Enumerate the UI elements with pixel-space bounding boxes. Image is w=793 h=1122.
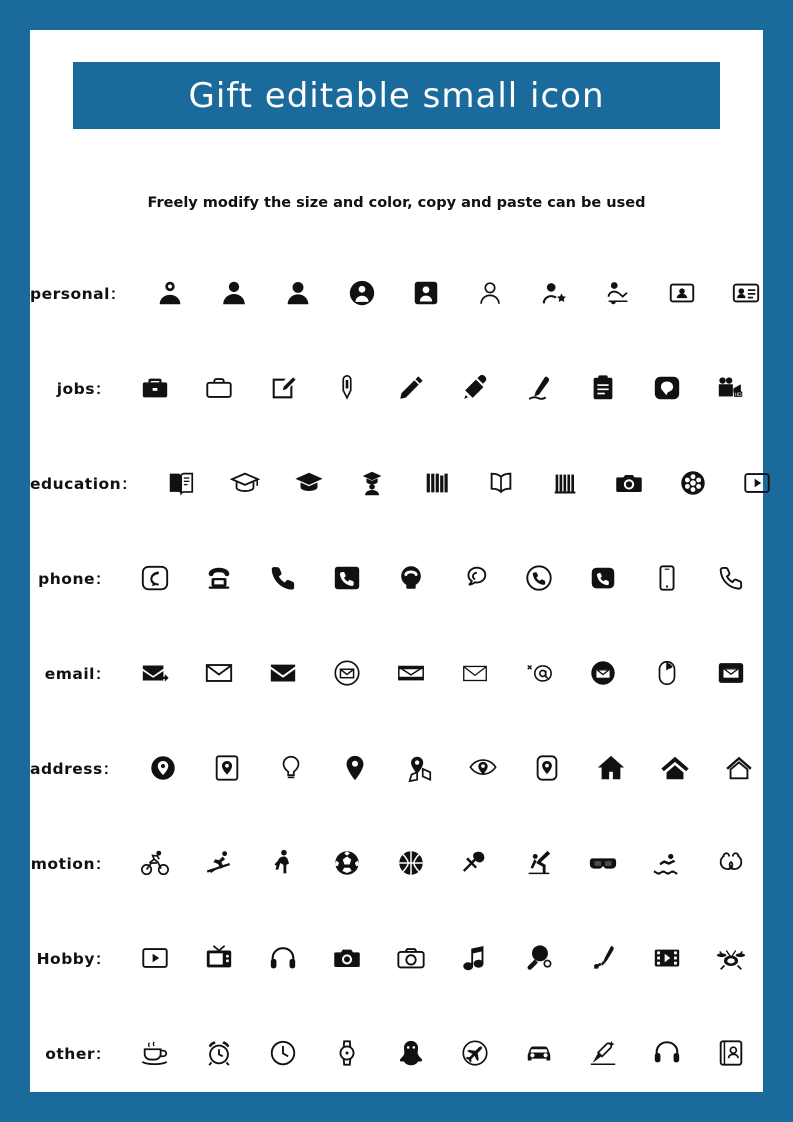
document-page xyxy=(30,30,763,1092)
envelope-outline-icon[interactable] xyxy=(187,645,251,701)
icon-group xyxy=(138,265,778,321)
subtitle-text: Freely modify the size and color, copy and paste can be used xyxy=(147,195,646,211)
user-star-icon[interactable] xyxy=(522,265,586,321)
mobile-phone-icon[interactable] xyxy=(635,550,699,606)
user-handshake-icon[interactable] xyxy=(586,265,650,321)
beach-chair-icon[interactable] xyxy=(571,1025,635,1081)
contact-book-icon[interactable] xyxy=(699,1025,763,1081)
row-label: Hobby： xyxy=(36,949,111,968)
user-bust-filled-icon[interactable] xyxy=(202,265,266,321)
icon-group xyxy=(123,360,763,416)
telephone-filled-icon[interactable] xyxy=(379,550,443,606)
mail-send-icon[interactable] xyxy=(123,645,187,701)
row-label: phone： xyxy=(38,569,111,588)
row-label: address： xyxy=(30,759,119,778)
drum-set-icon[interactable] xyxy=(699,930,763,986)
television-icon[interactable] xyxy=(187,930,251,986)
pen-nib-icon[interactable] xyxy=(315,360,379,416)
camera-filled-icon[interactable] xyxy=(315,930,379,986)
user-outline-icon[interactable] xyxy=(458,265,522,321)
open-book-outline-icon[interactable] xyxy=(469,455,533,511)
map-pin-fold-icon[interactable] xyxy=(387,740,451,796)
id-card-icon[interactable] xyxy=(714,265,778,321)
graduate-person-icon[interactable] xyxy=(341,455,405,511)
icon-row xyxy=(30,245,763,340)
pencil-icon[interactable] xyxy=(379,360,443,416)
books-shelf-icon[interactable] xyxy=(405,455,469,511)
goggles-icon[interactable] xyxy=(571,835,635,891)
telephone-retro-icon[interactable] xyxy=(187,550,251,606)
mouse-icon[interactable] xyxy=(635,645,699,701)
headset-icon[interactable] xyxy=(635,1025,699,1081)
icon-row xyxy=(30,530,763,625)
airplane-circle-icon[interactable] xyxy=(443,1025,507,1081)
title-banner xyxy=(73,62,720,129)
user-badge-square-icon[interactable] xyxy=(394,265,458,321)
map-pin-rounded-icon[interactable] xyxy=(515,740,579,796)
phone-square-filled-icon[interactable] xyxy=(571,550,635,606)
table-tennis-icon[interactable] xyxy=(507,930,571,986)
rounded-square-e-icon[interactable] xyxy=(635,360,699,416)
icon-group xyxy=(123,645,763,701)
row-label: motion： xyxy=(30,854,111,873)
icon-row xyxy=(30,910,763,1005)
icon-group xyxy=(149,455,789,511)
film-strip-icon[interactable] xyxy=(635,930,699,986)
id-portrait-icon[interactable] xyxy=(650,265,714,321)
home-filled-icon[interactable] xyxy=(579,740,643,796)
music-note-icon[interactable] xyxy=(443,930,507,986)
phone-outline-icon[interactable] xyxy=(699,550,763,606)
envelope-circle-icon[interactable] xyxy=(315,645,379,701)
video-camera-hd-icon[interactable] xyxy=(699,360,763,416)
clipboard-icon[interactable] xyxy=(571,360,635,416)
icon-group xyxy=(131,740,771,796)
icon-row xyxy=(30,435,763,530)
icon-group xyxy=(123,835,763,891)
airmail-envelope-icon[interactable] xyxy=(379,645,443,701)
microphone-icon[interactable] xyxy=(571,930,635,986)
headphones-icon[interactable] xyxy=(251,930,315,986)
row-label: jobs： xyxy=(56,379,111,398)
soccer-ball-icon[interactable] xyxy=(315,835,379,891)
screen-play-icon[interactable] xyxy=(725,455,789,511)
icon-row xyxy=(30,815,763,910)
svg-text:HD: HD xyxy=(734,392,742,398)
icon-row xyxy=(30,625,763,720)
graduation-cap-icon[interactable] xyxy=(213,455,277,511)
phone-square-icon[interactable] xyxy=(315,550,379,606)
house-roof-icon[interactable] xyxy=(643,740,707,796)
map-pin-circle-icon[interactable] xyxy=(131,740,195,796)
icon-group xyxy=(123,1025,763,1081)
row-label: education： xyxy=(30,474,138,493)
play-screen-icon[interactable] xyxy=(123,930,187,986)
camera-outline-icon[interactable] xyxy=(379,930,443,986)
envelope-circle-filled-icon[interactable] xyxy=(571,645,635,701)
running-icon[interactable] xyxy=(251,835,315,891)
row-label: email： xyxy=(44,664,111,683)
icon-row xyxy=(30,1005,763,1100)
icon-row xyxy=(30,340,763,435)
fountain-pen-icon[interactable] xyxy=(443,360,507,416)
badminton-icon[interactable] xyxy=(443,835,507,891)
cycling-icon[interactable] xyxy=(123,835,187,891)
open-book-icon[interactable] xyxy=(149,455,213,511)
envelope-filled-icon[interactable] xyxy=(251,645,315,701)
icon-group xyxy=(123,930,763,986)
book-stack-icon[interactable] xyxy=(533,455,597,511)
icon-row xyxy=(30,720,763,815)
film-reel-icon[interactable] xyxy=(661,455,725,511)
graduation-cap-filled-icon[interactable] xyxy=(277,455,341,511)
phone-swirl-icon[interactable] xyxy=(443,550,507,606)
user-circle-filled-icon[interactable] xyxy=(330,265,394,321)
note-pencil-icon[interactable] xyxy=(251,360,315,416)
phone-handset-icon[interactable] xyxy=(251,550,315,606)
basketball-icon[interactable] xyxy=(379,835,443,891)
envelope-thin-icon[interactable] xyxy=(443,645,507,701)
location-outline-icon[interactable] xyxy=(259,740,323,796)
map-pin-square-icon[interactable] xyxy=(195,740,259,796)
coffee-cup-icon[interactable] xyxy=(123,1025,187,1081)
briefcase-outline-icon[interactable] xyxy=(187,360,251,416)
house-outline-icon[interactable] xyxy=(707,740,771,796)
at-sign-icon[interactable] xyxy=(507,645,571,701)
user-avatar-filled-icon[interactable] xyxy=(138,265,202,321)
wristwatch-icon[interactable] xyxy=(315,1025,379,1081)
alarm-clock-icon[interactable] xyxy=(187,1025,251,1081)
icon-rows-container xyxy=(30,245,763,1100)
briefcase-filled-icon[interactable] xyxy=(123,360,187,416)
penguin-icon[interactable] xyxy=(379,1025,443,1081)
icon-group xyxy=(123,550,763,606)
skiing-icon[interactable] xyxy=(187,835,251,891)
eye-location-icon[interactable] xyxy=(451,740,515,796)
row-label: personal： xyxy=(30,284,126,303)
page-title: Gift editable small icon xyxy=(188,75,605,116)
climbing-icon[interactable] xyxy=(507,835,571,891)
camera-icon[interactable] xyxy=(597,455,661,511)
user-bust-round-icon[interactable] xyxy=(266,265,330,321)
car-icon[interactable] xyxy=(507,1025,571,1081)
row-label: other： xyxy=(45,1044,111,1063)
map-pin-filled-icon[interactable] xyxy=(323,740,387,796)
clock-icon[interactable] xyxy=(251,1025,315,1081)
phone-circle-icon[interactable] xyxy=(507,550,571,606)
swimming-icon[interactable] xyxy=(635,835,699,891)
muscle-arms-icon[interactable] xyxy=(699,835,763,891)
pen-writing-icon[interactable] xyxy=(507,360,571,416)
envelope-square-icon[interactable] xyxy=(699,645,763,701)
phone-rounded-square-icon[interactable] xyxy=(123,550,187,606)
